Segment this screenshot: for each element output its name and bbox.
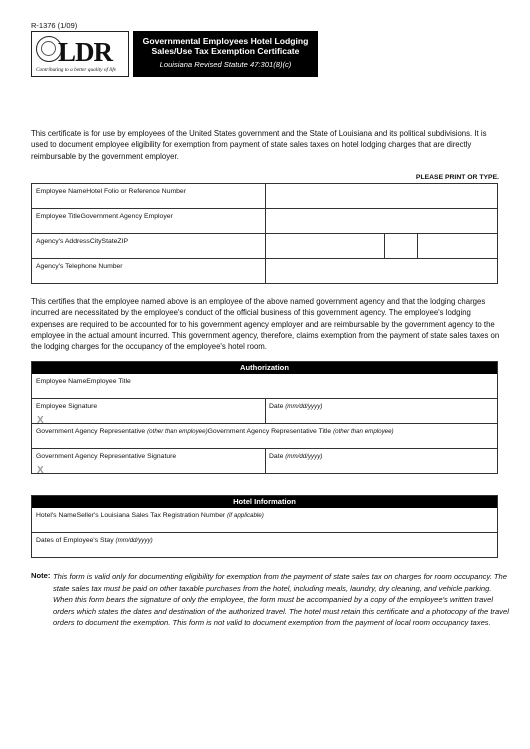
hotel-name-label: Hotel's Name [36, 512, 77, 519]
rep-date-format: (mm/dd/yyyy) [285, 453, 323, 460]
agency-address-label: Agency's Address [36, 238, 90, 245]
title-line-1: Governmental Employees Hotel Lodging [142, 36, 309, 46]
logo-tagline: Contributing to a better quality of life [36, 67, 117, 73]
agency-phone-label: Agency's Telephone Number [36, 263, 123, 270]
agency-employer-label: Government Agency Employer [80, 213, 173, 220]
auth-employee-name-label: Employee Name [36, 378, 87, 385]
rep-title-qualifier: (other than employee) [333, 428, 394, 435]
agency-employer-field[interactable] [268, 211, 494, 232]
agency-phone-field[interactable] [268, 261, 494, 281]
certification-paragraph: This certifies that the employee named above is an employee of the above named government agency and that the lodging charges incurred are necessitated by the employee's conduct of the official business of this government agency. The employee's lodging expenses are required to be accounted for to his government agency employer and are reimbursable by the government agency to the employee in the actual amount incurred. This government agency, therefore, claims exemption from the payment of state sales taxes on the lodging charges for the occupancy of the employee's hotel room. [31, 297, 500, 352]
rep-name-field[interactable] [36, 437, 494, 447]
stay-dates-field[interactable] [36, 546, 494, 555]
rep-signature-label: Government Agency Representative Signature [36, 453, 177, 460]
title-line-2: Sales/Use Tax Exemption Certificate [151, 46, 300, 56]
hotel-name-field[interactable] [36, 521, 494, 531]
employee-signature-label: Employee Signature [36, 403, 98, 410]
note-text: This form is valid only for documenting eligibility for exemption from the payment of state sales tax on charges for room occupancy. The state sales tax must be paid on other taxable purchases from the hotel, including meals, laundry, dry cleaning, and vehicle parking. When this form bears the signature of only the employee, the form must be accompanied by a copy of the employee's written travel orders which states the dates and destination of the authorized travel. The hotel must retain this certificate and a photocopy of the travel orders to document the exemption. This form is not valid to document exemption from the payment of local room occupancy taxes. [53, 572, 509, 628]
ldr-logo [31, 31, 129, 77]
title-banner [133, 31, 318, 77]
employee-title-label: Employee Title [36, 213, 81, 220]
auth-row-1 [32, 374, 497, 399]
rep-date-label: Date [269, 453, 284, 460]
folio-field[interactable] [268, 186, 494, 207]
auth-employee-name-field[interactable] [36, 387, 494, 397]
signature-x-mark: X [37, 415, 44, 426]
hotel-row-1 [32, 508, 497, 533]
state-label: State [101, 238, 118, 245]
hotel-row-2 [32, 533, 497, 557]
rep-date-field[interactable] [269, 461, 494, 472]
employee-date-label: Date [269, 403, 284, 410]
stay-dates-label: Dates of Employee's Stay [36, 537, 114, 544]
authorization-table [31, 361, 498, 474]
employee-date-format: (mm/dd/yyyy) [285, 403, 323, 410]
hotel-info-table [31, 495, 498, 558]
statute-reference: Louisiana Revised Statute 47:301(8)(c) [159, 60, 292, 69]
authorization-heading: Authorization [32, 362, 497, 374]
intro-paragraph: This certificate is for use by employees of the United States government and the State of Louisiana and its political subdivisions. It is used to document employee eligibility for exemption from payment of state sales taxes on hotel lodging charges that are directly reimbursable by the government employer. [31, 129, 487, 161]
employee-date-field[interactable] [269, 411, 494, 422]
rep-qualifier: (other than employee) [147, 428, 208, 435]
employee-row-4 [32, 259, 497, 283]
auth-employee-title-label: Employee Title [86, 378, 131, 385]
city-field[interactable] [268, 236, 381, 257]
employee-signature-field[interactable] [48, 411, 262, 422]
employee-name-label: Employee Name [36, 188, 87, 195]
registration-qualifier: (if applicable) [227, 512, 264, 519]
folio-label: Hotel Folio or Reference Number [86, 188, 186, 195]
zip-label: ZIP [117, 238, 128, 245]
form-number: R-1376 (1/09) [31, 21, 78, 30]
state-field[interactable] [387, 236, 414, 257]
note-label: Note: [31, 571, 51, 580]
employee-row-1 [32, 184, 497, 209]
employee-info-table [31, 183, 498, 284]
rep-title-label: Government Agency Representative Title [207, 428, 332, 435]
zip-field[interactable] [420, 236, 495, 257]
rep-signature-field[interactable] [48, 461, 262, 472]
auth-row-3 [32, 424, 497, 449]
agency-address-field[interactable] [36, 246, 262, 257]
print-instruction: PLEASE PRINT OR TYPE. [415, 174, 499, 181]
registration-label: Seller's Louisiana Sales Tax Registration Number [76, 512, 226, 519]
city-label: City [89, 238, 102, 245]
stay-date-format: (mm/dd/yyyy) [115, 537, 153, 544]
rep-signature-x-mark: X [37, 465, 44, 476]
employee-title-field[interactable] [36, 221, 262, 232]
logo-text: LDR [58, 37, 113, 67]
employee-row-2 [32, 209, 497, 234]
employee-name-field[interactable] [36, 196, 262, 207]
hotel-heading: Hotel Information [32, 496, 497, 508]
auth-row-4 [32, 449, 497, 474]
employee-row-3 [32, 234, 497, 259]
auth-row-2 [32, 399, 497, 424]
rep-label: Government Agency Representative [36, 428, 146, 435]
